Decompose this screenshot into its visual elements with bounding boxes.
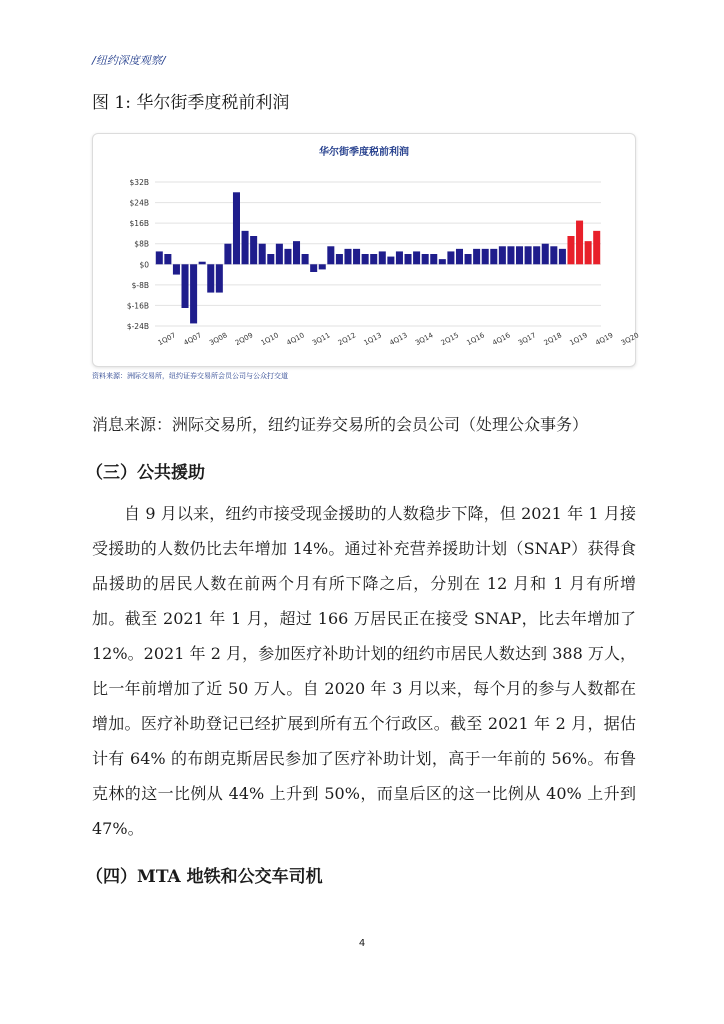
- chart-bar: [224, 244, 231, 265]
- x-tick-label: 3Q17: [516, 331, 538, 348]
- x-tick-label: 2Q15: [439, 331, 461, 348]
- chart-bar: [190, 264, 197, 323]
- section-heading-mta: （四）MTA 地铁和公交车司机: [86, 867, 323, 887]
- source-note: 消息来源：洲际交易所，纽约证券交易所的会员公司（处理公众事务）: [92, 415, 589, 434]
- x-tick-label: 4Q10: [285, 331, 306, 348]
- header-tag: /纽约深度观察/: [92, 54, 166, 67]
- chart-bar: [310, 264, 317, 272]
- chart-bar: [216, 264, 223, 292]
- chart-bar: [379, 251, 386, 264]
- chart-bar: [327, 246, 334, 264]
- chart-bar: [447, 251, 454, 264]
- y-tick-label: $24B: [129, 198, 149, 208]
- chart-bar: [533, 246, 540, 264]
- chart-bar: [156, 251, 163, 264]
- chart-bar: [242, 231, 249, 264]
- chart-bar: [525, 246, 532, 264]
- chart-bar: [405, 254, 412, 264]
- x-tick-label: 1Q10: [259, 331, 281, 348]
- bar-chart: [93, 134, 641, 366]
- chart-bar: [456, 249, 463, 264]
- chart-card: [92, 133, 641, 367]
- x-tick-label: 2Q12: [336, 331, 358, 348]
- y-tick-label: $0: [139, 260, 149, 270]
- chart-bar: [387, 257, 394, 265]
- chart-bar: [284, 249, 291, 264]
- x-tick-label: 1Q16: [465, 331, 486, 348]
- chart-title: 华尔街季度税前利润: [319, 147, 409, 158]
- chart-bar: [293, 241, 300, 264]
- chart-bar: [302, 254, 309, 264]
- chart-bar: [362, 254, 369, 264]
- y-tick-label: $-8B: [131, 280, 149, 290]
- page-number: 4: [358, 938, 366, 949]
- chart-bar: [164, 254, 171, 264]
- chart-bar: [516, 246, 523, 264]
- chart-bar: [499, 246, 506, 264]
- chart-bar: [413, 251, 420, 264]
- y-tick-label: $16B: [129, 219, 149, 229]
- x-tick-label: 3Q11: [311, 331, 332, 348]
- chart-bar: [233, 192, 240, 264]
- x-tick-label: 3Q08: [208, 331, 229, 348]
- x-tick-label: 1Q13: [362, 331, 383, 348]
- chart-bar: [576, 221, 583, 265]
- x-tick-label: 1Q19: [568, 331, 589, 348]
- x-tick-label: 3Q20: [619, 331, 641, 348]
- chart-bar: [465, 254, 472, 264]
- x-tick-label: 4Q19: [594, 331, 615, 348]
- chart-bar: [259, 244, 266, 265]
- x-tick-label: 2Q09: [233, 331, 255, 348]
- chart-bar: [593, 231, 600, 264]
- chart-bar: [396, 251, 403, 264]
- chart-bar: [585, 241, 592, 264]
- chart-bar: [550, 246, 557, 264]
- chart-bar: [559, 249, 566, 264]
- y-tick-label: $32B: [129, 178, 149, 187]
- x-tick-label: 3Q14: [414, 331, 435, 348]
- x-tick-label: 2Q18: [542, 331, 564, 348]
- chart-bar: [473, 249, 480, 264]
- chart-bar: [173, 264, 180, 274]
- chart-source-credit: 资料来源：洲际交易所，纽约证券交易所会员公司与公众打交道: [92, 372, 288, 380]
- chart-bar: [422, 254, 429, 264]
- chart-bar: [319, 264, 326, 269]
- chart-bar: [567, 236, 574, 264]
- chart-bar: [507, 246, 514, 264]
- y-tick-label: $8B: [134, 239, 149, 249]
- x-tick-label: 4Q16: [491, 331, 512, 348]
- y-tick-label: $-24B: [126, 322, 149, 331]
- chart-bar: [482, 249, 489, 264]
- chart-bar: [439, 259, 446, 264]
- chart-bar: [353, 249, 360, 264]
- chart-bar: [199, 262, 206, 265]
- figure-caption: 图 1: 华尔街季度税前利润: [92, 93, 290, 113]
- chart-bar: [430, 254, 437, 264]
- y-tick-label: $-16B: [126, 301, 149, 311]
- chart-bar: [344, 249, 351, 264]
- chart-bar: [182, 264, 189, 308]
- chart-bar: [207, 264, 214, 292]
- chart-bar: [276, 244, 283, 265]
- x-tick-label: 1Q07: [156, 331, 178, 348]
- chart-bar: [267, 254, 274, 264]
- chart-bar: [370, 254, 377, 264]
- chart-bar: [250, 236, 257, 264]
- x-tick-label: 4Q07: [182, 331, 203, 348]
- chart-bar: [542, 244, 549, 265]
- chart-bar: [336, 254, 343, 264]
- chart-bar: [490, 249, 497, 264]
- x-tick-label: 4Q13: [388, 331, 409, 348]
- body-paragraph: 自 9 月以来，纽约市接受现金援助的人数稳步下降，但 2021 年 1 月接受援助的人数仍比去年增加 14%。通过补充营养援助计划（SNAP）获得食品援助的居民人数在前两个月有所下降之后，分别在 12 月和 1 月有所增加。截至 2021 年 1 月，超过 166 万居民正在接受 SNAP，比去年增加了 12%。2021 年 2 月，参加医疗补助计划的纽约市居民人数达到 388 万人，比一年前增加了近 50 万人。自 2020 年 3 月以来，每个月的参与人数都在增加。医疗补助登记已经扩展到所有五个行政区。截至 2021 年 2 月，据估计有 64% 的布朗克斯居民参加了医疗补助计划，高于一年前的 56%。布鲁克林的这一比例从 44% 上升到 50%，而皇后区的这一比例从 40% 上升到 47%。: [92, 504, 636, 838]
- section-heading-public-assistance: （三）公共援助: [86, 463, 205, 483]
